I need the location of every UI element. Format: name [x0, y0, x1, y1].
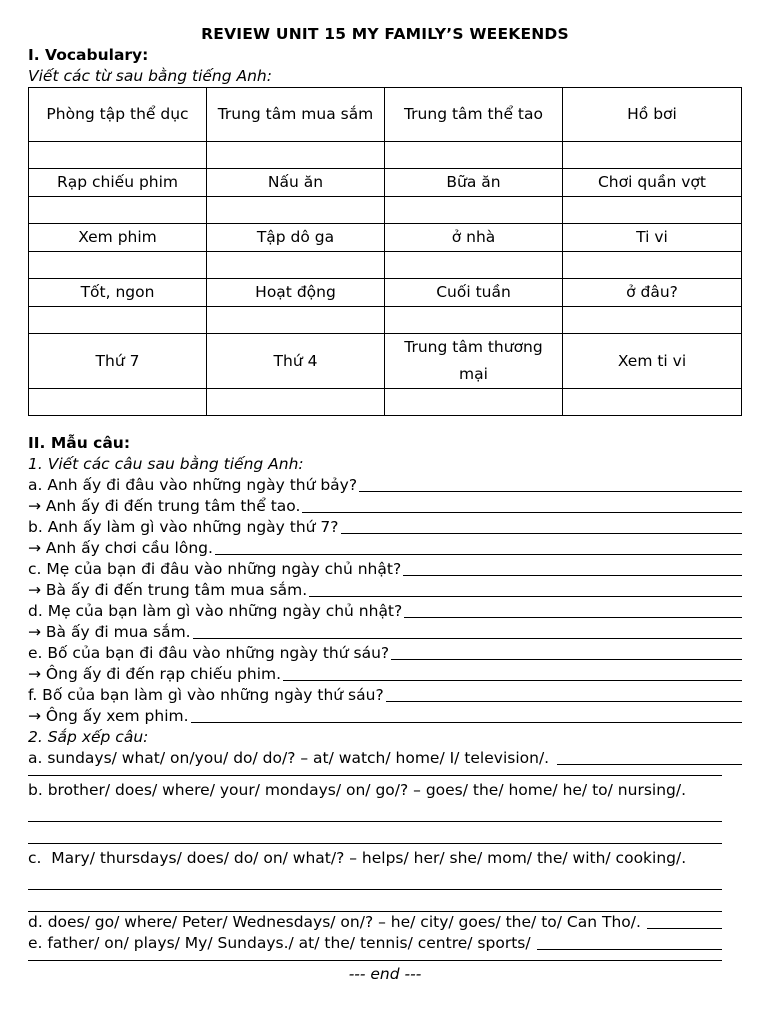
translate-question — [28, 685, 742, 706]
vocab-word: Xem ti vi — [563, 334, 742, 389]
answer-blank[interactable] — [309, 595, 742, 597]
answer-cell[interactable] — [207, 142, 385, 169]
answer-blank[interactable] — [404, 616, 742, 618]
answer-cell[interactable] — [29, 142, 207, 169]
answer-cell[interactable] — [385, 389, 563, 416]
vocab-word: Trung tâm mua sắm — [207, 88, 385, 142]
question-text: a. Anh ấy đi đâu vào những ngày thứ bảy? — [28, 476, 358, 494]
translate-answer — [28, 538, 742, 559]
question-text: b. Anh ấy làm gì vào những ngày thứ 7? — [28, 518, 339, 536]
answer-blank[interactable] — [557, 763, 742, 765]
answer-cell[interactable] — [29, 252, 207, 279]
question-text: d. Mẹ của bạn làm gì vào những ngày chủ nhật? — [28, 602, 403, 620]
answer-blank[interactable] — [302, 511, 742, 513]
question-text: c. Mẹ của bạn đi đâu vào những ngày chủ nhật? — [28, 560, 402, 578]
question-text: e. father/ on/ plays/ My/ Sundays./ at/ the/ tennis/ centre/ sports/ — [28, 934, 531, 952]
translate-question — [28, 475, 742, 496]
question-text: f. Bố của bạn làm gì vào những ngày thứ sáu? — [28, 686, 384, 704]
vocab-row — [29, 224, 742, 252]
answer-row — [29, 307, 742, 334]
answer-text: → Ông ấy xem phim. — [28, 707, 189, 725]
reorder-question — [28, 748, 742, 769]
answer-cell[interactable] — [385, 197, 563, 224]
answer-cell[interactable] — [29, 307, 207, 334]
answer-row — [29, 252, 742, 279]
translate-answer — [28, 622, 742, 643]
vocabulary-heading: I. Vocabulary: — [28, 46, 149, 64]
vocab-word: Bữa ăn — [385, 169, 563, 197]
vocabulary-instruction: Viết các từ sau bằng tiếng Anh: — [28, 67, 272, 85]
answer-blank[interactable] — [403, 574, 742, 576]
vocab-word: Ti vi — [563, 224, 742, 252]
vocab-word: Thứ 7 — [29, 334, 207, 389]
question-text: e. Bố của bạn đi đâu vào những ngày thứ sáu? — [28, 644, 390, 662]
answer-cell[interactable] — [563, 307, 742, 334]
answer-line[interactable] — [28, 889, 722, 890]
answer-text: → Bà ấy đi mua sắm. — [28, 623, 191, 641]
vocab-row — [29, 334, 742, 389]
answer-cell[interactable] — [563, 252, 742, 279]
answer-text: → Anh ấy đi đến trung tâm thể tao. — [28, 497, 301, 515]
vocab-word: Phòng tập thể dục — [29, 88, 207, 142]
vocab-word: Nấu ăn — [207, 169, 385, 197]
question-text: d. does/ go/ where/ Peter/ Wednesdays/ on/? – he/ city/ goes/ the/ to/ Can Tho/. — [28, 913, 641, 931]
answer-line[interactable] — [28, 960, 722, 961]
answer-cell[interactable] — [563, 142, 742, 169]
question-text: a. sundays/ what/ on/you/ do/ do/? – at/ watch/ home/ I/ television/. — [28, 749, 550, 767]
answer-blank[interactable] — [391, 658, 742, 660]
answer-cell[interactable] — [385, 142, 563, 169]
worksheet-title: REVIEW UNIT 15 MY FAMILY’S WEEKENDS — [201, 25, 569, 43]
answer-line[interactable] — [28, 821, 722, 822]
vocab-word: Thứ 4 — [207, 334, 385, 389]
reorder-question — [28, 912, 742, 933]
answer-cell[interactable] — [385, 307, 563, 334]
reorder-question — [28, 780, 742, 801]
answer-blank[interactable] — [341, 532, 742, 534]
translate-instruction: 1. Viết các câu sau bằng tiếng Anh: — [28, 455, 304, 473]
end-marker: --- end --- — [348, 965, 422, 983]
vocab-word: Tập dô ga — [207, 224, 385, 252]
vocab-row — [29, 88, 742, 142]
answer-line[interactable] — [28, 775, 722, 776]
vocab-word: Hoạt động — [207, 279, 385, 307]
answer-blank[interactable] — [283, 679, 742, 681]
vocab-word: Chơi quần vợt — [563, 169, 742, 197]
vocab-word: ở đâu? — [563, 279, 742, 307]
vocab-word: Xem phim — [29, 224, 207, 252]
answer-line[interactable] — [28, 843, 722, 844]
question-text: b. brother/ does/ where/ your/ mondays/ on/ go/? – goes/ the/ home/ he/ to/ nursing/. — [28, 781, 687, 799]
translate-question — [28, 643, 742, 664]
answer-text: → Anh ấy chơi cầu lông. — [28, 539, 213, 557]
sentences-heading: II. Mẫu câu: — [28, 434, 131, 452]
answer-cell[interactable] — [207, 307, 385, 334]
vocab-word: Hồ bơi — [563, 88, 742, 142]
vocab-row — [29, 169, 742, 197]
answer-text: → Bà ấy đi đến trung tâm mua sắm. — [28, 581, 308, 599]
question-text: c. Mary/ thursdays/ does/ do/ on/ what/? – helps/ her/ she/ mom/ the/ with/ cooking/. — [28, 849, 687, 867]
answer-blank[interactable] — [537, 948, 722, 950]
vocab-word: Tốt, ngon — [29, 279, 207, 307]
vocabulary-table — [28, 87, 742, 416]
worksheet — [28, 24, 742, 985]
answer-blank[interactable] — [647, 927, 722, 929]
vocab-word: Trung tâm thể tao — [385, 88, 563, 142]
translate-question — [28, 517, 742, 538]
answer-blank[interactable] — [191, 721, 742, 723]
translate-answer — [28, 664, 742, 685]
answer-text: → Ông ấy đi đến rạp chiếu phim. — [28, 665, 282, 683]
answer-row — [29, 197, 742, 224]
sentences-section — [28, 433, 742, 985]
answer-blank[interactable] — [386, 700, 742, 702]
vocab-word: Rạp chiếu phim — [29, 169, 207, 197]
translate-answer — [28, 706, 742, 727]
answer-cell[interactable] — [29, 389, 207, 416]
translate-answer — [28, 496, 742, 517]
vocab-word: Cuối tuần — [385, 279, 563, 307]
reorder-question — [28, 848, 742, 869]
answer-cell[interactable] — [207, 252, 385, 279]
answer-cell[interactable] — [563, 389, 742, 416]
translate-question — [28, 559, 742, 580]
reorder-question — [28, 933, 742, 954]
answer-cell[interactable] — [563, 197, 742, 224]
answer-cell[interactable] — [385, 252, 563, 279]
vocab-word: Trung tâm thương mại — [385, 334, 563, 389]
answer-row — [29, 389, 742, 416]
vocab-row — [29, 279, 742, 307]
answer-blank[interactable] — [193, 637, 742, 639]
answer-blank[interactable] — [215, 553, 742, 555]
answer-cell[interactable] — [207, 197, 385, 224]
vocab-word: ở nhà — [385, 224, 563, 252]
answer-cell[interactable] — [29, 197, 207, 224]
translate-answer — [28, 580, 742, 601]
reorder-instruction: 2. Sắp xếp câu: — [28, 728, 149, 746]
answer-row — [29, 142, 742, 169]
answer-cell[interactable] — [207, 389, 385, 416]
translate-question — [28, 601, 742, 622]
answer-blank[interactable] — [359, 490, 742, 492]
